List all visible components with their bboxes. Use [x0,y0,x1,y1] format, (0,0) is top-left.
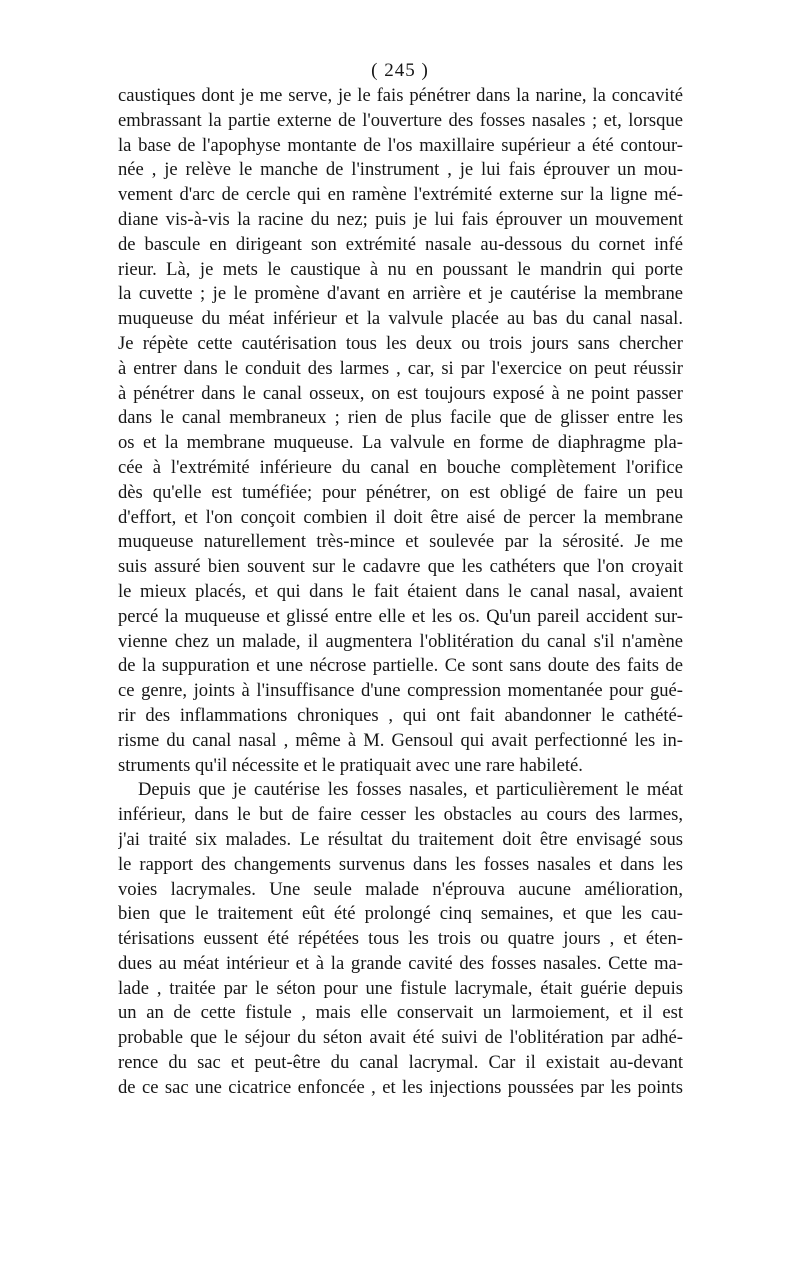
page-number: ( 245 ) [371,60,429,81]
text-line: percé la muqueuse et glissé entre elle et les os. Qu'un pareil accident sur- [118,605,683,627]
text-line: vienne chez un malade, il augmentera l'oblitération du canal s'il n'amène [118,630,683,652]
text-line: dues au méat intérieur et à la grande cavité des fosses nasales. Cette ma- [118,952,683,974]
text-line: dès qu'elle est tuméfiée; pour pénétrer, on est obligé de faire un peu [118,481,683,503]
text-line: cée à l'extrémité inférieure du canal en bouche complètement l'orifice [118,456,683,478]
text-line: dans le canal membraneux ; rien de plus facile que de glisser entre les [118,407,683,429]
text-line: un an de cette fistule , mais elle conservait un larmoiement, et il est [118,1002,683,1024]
text-line: térisations eussent été répétées tous les trois ou quatre jours , et éten- [118,928,683,950]
text-line: diane vis-à-vis la racine du nez; puis je lui fais éprouver un mouvement [118,208,683,230]
text-line: muqueuse du méat inférieur et la valvule placée au bas du canal nasal. [118,308,683,330]
text-line: de bascule en dirigeant son extrémité nasale au-dessous du cornet infé [118,233,683,255]
text-line: j'ai traité six malades. Le résultat du traitement doit être envisagé sous [118,828,683,850]
text-line: inférieur, dans le but de faire cesser les obstacles au cours des larmes, [118,804,683,826]
text-line: probable que le séjour du séton avait été suivi de l'oblitération par adhé- [118,1027,683,1049]
paragraph-end-line: struments qu'il nécessite et le pratiquait avec une rare habileté. [118,754,583,776]
text-line: à pénétrer dans le canal osseux, on est toujours exposé à ne point passer [118,382,683,404]
text-line: la cuvette ; je le promène d'avant en arrière et je cautérise la membrane [118,283,683,305]
text-line: lade , traitée par le séton pour une fistule lacrymale, était guérie depuis [118,977,683,999]
text-line: voies lacrymales. Une seule malade n'éprouva aucune amélioration, [118,878,683,900]
text-line: d'effort, et l'on conçoit combien il doit être aisé de percer la membrane [118,506,683,528]
body-text [118,84,683,1101]
text-line: muqueuse naturellement très-mince et soulevée par la sérosité. Je me [118,531,683,553]
text-line: née , je relève le manche de l'instrument , je lui fais éprouver un mou- [118,159,683,181]
text-line: embrassant la partie externe de l'ouverture des fosses nasales ; et, lorsque [118,109,683,131]
text-line: rieur. Là, je mets le caustique à nu en poussant le mandrin qui porte [118,258,683,280]
text-line: de la suppuration et une nécrose partielle. Ce sont sans doute des faits de [118,655,683,677]
text-line: rence du sac et peut-être du canal lacrymal. Car il existait au-devant [118,1052,683,1074]
text-line: le rapport des changements survenus dans les fosses nasales et dans les [118,853,683,875]
text-line: caustiques dont je me serve, je le fais pénétrer dans la narine, la concavité [118,85,683,106]
text-line: ce genre, joints à l'insuffisance d'une compression momentanée pour gué- [118,680,683,702]
text-line: rir des inflammations chroniques , qui ont fait abandonner le cathété- [118,704,683,726]
text-line: vement d'arc de cercle qui en ramène l'extrémité externe sur la ligne mé- [118,184,683,206]
text-line: suis assuré bien souvent sur le cadavre que les cathéters que l'on croyait [118,556,683,578]
text-line: bien que le traitement eût été prolongé cinq semaines, et que les cau- [118,903,683,925]
text-line: à entrer dans le conduit des larmes , car, si par l'exercice on peut réussir [118,357,683,379]
text-line: la base de l'apophyse montante de l'os maxillaire supérieur a été contour- [118,134,683,156]
text-line: Je répète cette cautérisation tous les deux ou trois jours sans chercher [118,332,683,354]
text-line: os et la membrane muqueuse. La valvule en forme de diaphragme pla- [118,432,683,454]
paragraph-start-line: Depuis que je cautérise les fosses nasales, et particulièrement le méat [138,779,683,801]
text-line: risme du canal nasal , même à M. Gensoul qui avait perfectionné les in- [118,729,683,751]
text-line: de ce sac une cicatrice enfoncée , et les injections poussées par les points [118,1076,683,1098]
text-line: le mieux placés, et qui dans le fait étaient dans le canal nasal, avaient [118,580,683,602]
